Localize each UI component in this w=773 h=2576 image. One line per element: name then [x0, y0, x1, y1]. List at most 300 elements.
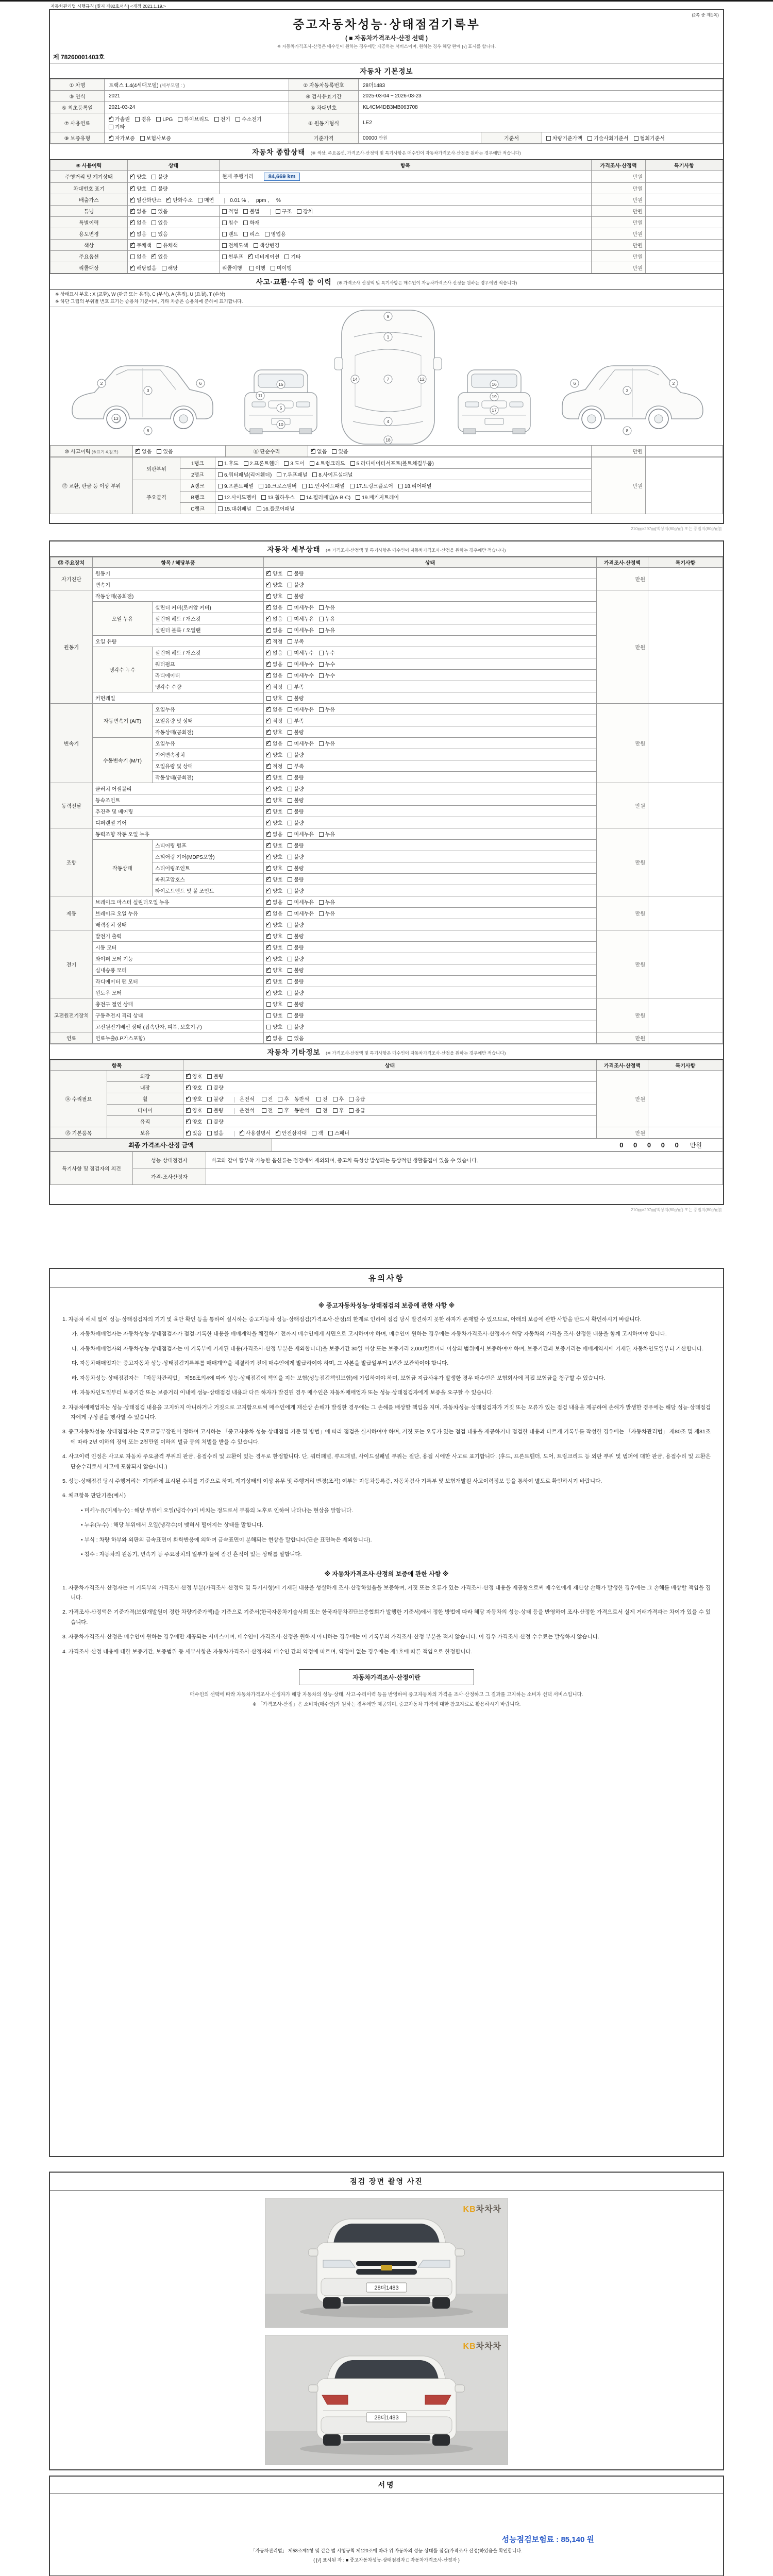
check-option [288, 943, 304, 951]
checkbox[interactable] [278, 1108, 282, 1113]
text-element: 16 [492, 382, 497, 387]
checkbox[interactable] [288, 594, 292, 599]
front-license-plate: 28더1483 [374, 2285, 399, 2291]
price-cell: 만원 [597, 590, 648, 704]
check-label: 가솔린 [115, 117, 130, 123]
checkbox[interactable] [266, 957, 271, 961]
checkbox[interactable] [319, 911, 324, 916]
checkbox[interactable] [319, 673, 324, 678]
checkbox[interactable] [288, 1002, 292, 1007]
status-cell [264, 964, 597, 976]
checkbox[interactable] [288, 571, 292, 576]
check-option [266, 592, 282, 600]
checkbox[interactable] [207, 1120, 212, 1124]
checkbox[interactable] [166, 198, 171, 202]
checkbox[interactable] [266, 696, 271, 701]
checkbox[interactable] [266, 685, 271, 689]
checkbox[interactable] [546, 136, 551, 141]
check-label: 일산화탄소 [137, 198, 162, 204]
check-label: 누수 [325, 651, 335, 656]
rank-label: B랭크 [180, 492, 215, 503]
checkbox[interactable] [130, 266, 135, 270]
checkbox[interactable] [186, 1120, 191, 1124]
checkbox[interactable] [109, 136, 113, 141]
check-option [262, 1106, 273, 1114]
checkbox[interactable] [130, 221, 135, 225]
check-option [266, 875, 282, 883]
signature-title: 서명 [50, 2477, 723, 2494]
checkbox[interactable] [319, 662, 324, 667]
checkbox[interactable] [288, 1036, 292, 1041]
checkbox[interactable] [222, 221, 227, 225]
check-label: 4.트렁크리드 [315, 461, 345, 467]
checkbox[interactable] [266, 583, 271, 587]
check-option [186, 1095, 202, 1103]
checkbox[interactable] [207, 1074, 212, 1079]
checkbox[interactable] [254, 243, 258, 248]
checkbox[interactable] [186, 1074, 191, 1079]
checkbox[interactable] [152, 232, 156, 236]
checkbox[interactable] [288, 730, 292, 735]
check-option [288, 909, 314, 917]
field-label: ④ 검사유효기간 [289, 91, 359, 102]
checkbox[interactable] [297, 209, 301, 214]
checkbox[interactable] [257, 506, 261, 511]
checkbox[interactable] [288, 934, 292, 939]
parts-cell [215, 492, 592, 503]
checkbox[interactable] [266, 945, 271, 950]
check-option [266, 671, 282, 679]
checkbox[interactable] [130, 187, 135, 191]
check-label: 양호 [273, 843, 283, 849]
check-label: 없음 [273, 662, 283, 668]
check-option [248, 252, 279, 260]
checkbox[interactable] [311, 449, 315, 454]
checkbox[interactable] [266, 719, 271, 723]
note-cell [646, 217, 723, 228]
checkbox[interactable] [266, 821, 271, 825]
note-cell [646, 194, 723, 206]
checkbox[interactable] [288, 809, 292, 814]
checkbox[interactable] [277, 472, 281, 477]
checkbox[interactable] [288, 583, 292, 587]
checkbox[interactable] [288, 753, 292, 757]
checkbox[interactable] [288, 900, 292, 905]
table-row [51, 91, 723, 102]
checkbox[interactable] [249, 266, 254, 270]
checkbox[interactable] [288, 945, 292, 950]
checkbox[interactable] [266, 877, 271, 882]
checkbox[interactable] [333, 1097, 338, 1101]
checkbox[interactable] [266, 662, 271, 667]
checkbox[interactable] [266, 968, 271, 973]
checkbox[interactable] [266, 1036, 271, 1041]
status-cell [308, 446, 592, 457]
checkbox[interactable] [266, 753, 271, 757]
check-label: 없음 [273, 832, 283, 838]
checkbox[interactable] [319, 628, 324, 633]
checkbox[interactable] [288, 685, 292, 689]
checkbox[interactable] [288, 764, 292, 769]
checkbox[interactable] [312, 472, 317, 477]
check-option [312, 470, 352, 478]
check-option [288, 728, 304, 736]
checkbox[interactable] [186, 1097, 191, 1101]
status-cell [264, 590, 597, 602]
checkbox[interactable] [288, 741, 292, 746]
checkbox[interactable] [222, 209, 227, 214]
checkbox[interactable] [288, 673, 292, 678]
checkbox[interactable] [152, 255, 156, 259]
checkbox[interactable] [266, 991, 271, 995]
checkbox[interactable] [218, 461, 223, 466]
checkbox[interactable] [218, 484, 223, 488]
checkbox[interactable] [319, 741, 324, 746]
note-cell [646, 206, 723, 217]
check-label: 미세누유 [294, 617, 314, 622]
checkbox[interactable] [276, 1131, 280, 1136]
checkbox[interactable] [266, 809, 271, 814]
check-option [288, 796, 304, 804]
checkbox[interactable] [278, 1097, 282, 1101]
checkbox[interactable] [288, 832, 292, 837]
checkbox[interactable] [266, 775, 271, 780]
checkbox[interactable] [140, 136, 145, 141]
check-label: 전체도색 [228, 243, 248, 249]
check-option [266, 864, 282, 872]
checkbox[interactable] [109, 117, 113, 122]
check-label: 있음 [158, 221, 168, 226]
checkbox[interactable] [136, 449, 140, 454]
check-label: 응급 [355, 1108, 365, 1114]
inspection-validity-value: 2025-03-04 ~ 2026-03-23 [359, 91, 723, 102]
checkbox[interactable] [266, 639, 271, 644]
check-option [140, 134, 171, 142]
check-label: 기술사회기준서 [593, 136, 629, 142]
checkbox[interactable] [398, 484, 403, 488]
check-label: 불량 [294, 571, 304, 577]
section-subtitle: (※ 가격조사·산정액 및 특기사항은 매수인이 자동차가격조사·산정을 원하는 경우에만 적습니다) [326, 1050, 506, 1056]
span-element: 차차차 [476, 2342, 501, 2351]
check-label: 18.리어패널 [404, 484, 432, 489]
checkbox[interactable] [207, 1131, 212, 1136]
checkbox[interactable] [350, 461, 355, 466]
checkbox[interactable] [319, 832, 324, 837]
check-option [266, 830, 282, 838]
checkbox[interactable] [262, 1108, 266, 1113]
checkbox[interactable] [288, 979, 292, 984]
opinion-text [206, 1168, 723, 1185]
checkbox[interactable] [288, 798, 292, 803]
checkbox[interactable] [240, 1131, 244, 1136]
checkbox[interactable] [243, 232, 248, 236]
checkbox[interactable] [288, 707, 292, 712]
check-option [319, 615, 335, 622]
check-option [266, 943, 282, 951]
checkbox[interactable] [266, 1013, 271, 1018]
checkbox[interactable] [178, 117, 182, 122]
check-option [288, 853, 304, 860]
checkbox[interactable] [288, 889, 292, 893]
note-cell [646, 183, 723, 194]
checkbox[interactable] [288, 1013, 292, 1018]
checkbox[interactable] [288, 991, 292, 995]
checkbox[interactable] [157, 449, 161, 454]
checkbox[interactable] [162, 266, 166, 270]
checkbox[interactable] [266, 900, 271, 905]
status-cell [264, 930, 597, 942]
checkbox[interactable] [302, 484, 307, 488]
checkbox[interactable] [271, 266, 275, 270]
check-option [310, 459, 345, 467]
checkbox[interactable] [288, 923, 292, 927]
checkbox[interactable] [266, 1002, 271, 1007]
label-text: ⑩ 사고이력 [64, 449, 91, 455]
checkbox[interactable] [288, 855, 292, 859]
check-label: 양호 [273, 798, 283, 804]
checkbox[interactable] [152, 187, 156, 191]
checkbox[interactable] [266, 832, 271, 837]
checkbox[interactable] [333, 1108, 338, 1113]
checkbox[interactable] [312, 1131, 316, 1136]
checkbox[interactable] [332, 449, 337, 454]
check-label: 양호 [273, 1002, 283, 1008]
field-label: ③ 연식 [51, 91, 105, 102]
check-label: 영업용 [271, 232, 286, 238]
checkbox[interactable] [288, 957, 292, 961]
label-ref: (※표기 4.참조) [90, 450, 119, 454]
checkbox[interactable] [266, 628, 271, 633]
checkbox[interactable] [262, 1097, 266, 1101]
checkbox[interactable] [186, 1131, 191, 1136]
checkbox[interactable] [130, 175, 135, 179]
checkbox[interactable] [222, 232, 227, 236]
check-label: 없음 [273, 911, 283, 917]
checkbox[interactable] [288, 911, 292, 916]
checkbox[interactable] [207, 1097, 212, 1101]
checkbox[interactable] [244, 461, 248, 466]
check-label: 양호 [273, 945, 283, 951]
table-row [51, 240, 723, 251]
checkbox[interactable] [218, 472, 223, 477]
checkbox[interactable] [186, 1086, 191, 1090]
checkbox[interactable] [288, 628, 292, 633]
text-element: 15 [278, 382, 283, 387]
signature-space [50, 2494, 723, 2534]
checkbox[interactable] [288, 696, 292, 701]
note-cell [646, 228, 723, 240]
checkbox[interactable] [156, 117, 161, 122]
note-cell [648, 568, 723, 590]
checkbox[interactable] [288, 843, 292, 848]
checkbox[interactable] [130, 255, 135, 259]
checkbox[interactable] [319, 617, 324, 621]
checkbox[interactable] [349, 1097, 354, 1101]
checkbox[interactable] [266, 605, 271, 610]
checkbox[interactable] [130, 232, 135, 236]
checkbox[interactable] [266, 651, 271, 655]
signature-panel [49, 2476, 724, 2576]
checkbox[interactable] [157, 243, 161, 248]
checkbox[interactable] [316, 1108, 321, 1113]
check-option [288, 966, 304, 974]
column-header: ⑨ 사용이력 [51, 160, 128, 171]
check-label: 없음 [273, 673, 283, 679]
checkbox[interactable] [222, 255, 227, 259]
checkbox[interactable] [266, 594, 271, 599]
checkbox[interactable] [186, 1108, 191, 1113]
checkbox[interactable] [276, 209, 280, 214]
checkbox[interactable] [350, 484, 355, 488]
checkbox[interactable] [218, 506, 223, 511]
warranty-options [105, 132, 289, 144]
checkbox[interactable] [248, 255, 253, 259]
check-option [288, 955, 304, 962]
check-label: 양호 [273, 753, 283, 758]
checkbox[interactable] [259, 484, 263, 488]
checkbox[interactable] [243, 221, 248, 225]
field-label: 기준서 [481, 132, 542, 144]
checkbox[interactable] [288, 968, 292, 973]
checkbox[interactable] [266, 911, 271, 916]
text-element: 13 [113, 416, 119, 421]
checkbox[interactable] [135, 117, 140, 122]
check-option [266, 739, 282, 747]
checkbox[interactable] [316, 1097, 321, 1101]
checkbox[interactable] [207, 1086, 212, 1090]
check-label: 미세누유 [294, 628, 314, 634]
checkbox[interactable] [266, 866, 271, 871]
diagram-part-number [144, 427, 152, 435]
checkbox[interactable] [288, 605, 292, 610]
checkbox[interactable] [109, 125, 113, 129]
status-cell [264, 772, 597, 783]
diagram-part-number [384, 417, 392, 426]
check-option [152, 252, 167, 260]
checkbox[interactable] [266, 979, 271, 984]
check-option [236, 115, 262, 123]
checkbox[interactable] [198, 198, 203, 202]
checkbox[interactable] [266, 617, 271, 621]
checkbox[interactable] [310, 461, 314, 466]
price-survey-definition-lines [62, 1690, 711, 1707]
notice-section-2 [62, 1583, 711, 1657]
table-row [51, 783, 723, 794]
checkbox[interactable] [288, 719, 292, 723]
vehicle-damage-diagram [50, 307, 723, 445]
check-label: 적정 [273, 685, 283, 690]
check-label: 기타 [291, 255, 301, 260]
check-label: 불량 [294, 583, 304, 588]
check-option [288, 717, 304, 724]
inline-text: 리콜이행 [222, 266, 242, 272]
checkbox[interactable] [319, 651, 324, 655]
checkbox[interactable] [284, 255, 289, 259]
status-cell [183, 1071, 597, 1082]
check-label: 양호 [137, 175, 147, 180]
checkbox[interactable] [266, 843, 271, 848]
checkbox[interactable] [288, 1025, 292, 1029]
checkbox[interactable] [587, 136, 592, 141]
notices-body [50, 1287, 723, 1711]
checkbox[interactable] [288, 651, 292, 655]
checkbox[interactable] [288, 662, 292, 667]
checkbox[interactable] [634, 136, 638, 141]
checkbox[interactable] [300, 495, 305, 500]
checkbox[interactable] [222, 243, 227, 248]
checkbox[interactable] [266, 787, 271, 791]
check-option [243, 218, 259, 226]
check-label: 없음 [213, 1131, 224, 1137]
checkbox[interactable] [243, 209, 248, 214]
checkbox[interactable] [266, 571, 271, 576]
checkbox[interactable] [266, 923, 271, 927]
checkbox[interactable] [288, 866, 292, 871]
checkbox[interactable] [319, 900, 324, 905]
checkbox[interactable] [356, 495, 360, 500]
checkbox[interactable] [284, 461, 289, 466]
checkbox[interactable] [349, 1108, 354, 1113]
checkbox[interactable] [266, 730, 271, 735]
check-option [266, 694, 282, 702]
checkbox[interactable] [266, 707, 271, 712]
checkbox[interactable] [218, 495, 223, 500]
checkbox[interactable] [152, 209, 156, 214]
checkbox[interactable] [288, 775, 292, 780]
check-label: 양호 [273, 923, 283, 928]
checkbox[interactable] [207, 1108, 212, 1113]
checkbox[interactable] [214, 117, 219, 122]
checkbox[interactable] [152, 221, 156, 225]
checkbox[interactable] [130, 243, 135, 248]
check-label: 후 [284, 1097, 289, 1103]
checkbox[interactable] [152, 175, 156, 179]
device-category: 고전원전기장치 [51, 998, 93, 1032]
checkbox[interactable] [288, 877, 292, 882]
checkbox[interactable] [266, 741, 271, 746]
checkbox[interactable] [266, 855, 271, 859]
checkbox[interactable] [319, 605, 324, 610]
check-label: 없음 [137, 221, 147, 226]
check-option [288, 785, 304, 792]
checkbox[interactable] [261, 495, 266, 500]
notice-item: 가. 자동차매매업자는 자동차성능·상태점검자가 점검·기록한 내용을 매매계약을 체결하기 전까지 매수인에게 서면으로 고지하여야 하며, 매수인이 원하는 경우에는 자동차가격조사·산정자가 해당 자동차의 가격을 조사·산정한 내용을 함께 고지하여야 합니다. [72, 1331, 667, 1337]
checkbox[interactable] [288, 639, 292, 644]
check-label: 있음 [192, 1131, 203, 1137]
checkbox[interactable] [266, 889, 271, 893]
checkbox[interactable] [130, 198, 135, 202]
checkbox[interactable] [266, 934, 271, 939]
check-label: 10.크로스멤버 [264, 484, 297, 489]
check-label: 양호 [273, 809, 283, 815]
checkbox[interactable] [236, 117, 240, 122]
checkbox[interactable] [266, 764, 271, 769]
part-label: 보유 [107, 1127, 183, 1139]
checkbox[interactable] [328, 1131, 333, 1136]
part-cell: 동력조향 작동 오일 누유 [93, 828, 264, 840]
checkbox[interactable] [319, 707, 324, 712]
checkbox[interactable] [288, 821, 292, 825]
checkbox[interactable] [288, 787, 292, 791]
check-label: 12.사이드멤버 [224, 495, 257, 501]
checkbox[interactable] [266, 1025, 271, 1029]
checkbox[interactable] [266, 673, 271, 678]
checkbox[interactable] [288, 617, 292, 621]
checkbox[interactable] [265, 232, 270, 236]
checkbox[interactable] [266, 798, 271, 803]
checkbox[interactable] [130, 209, 135, 214]
detail-cell [220, 183, 592, 194]
